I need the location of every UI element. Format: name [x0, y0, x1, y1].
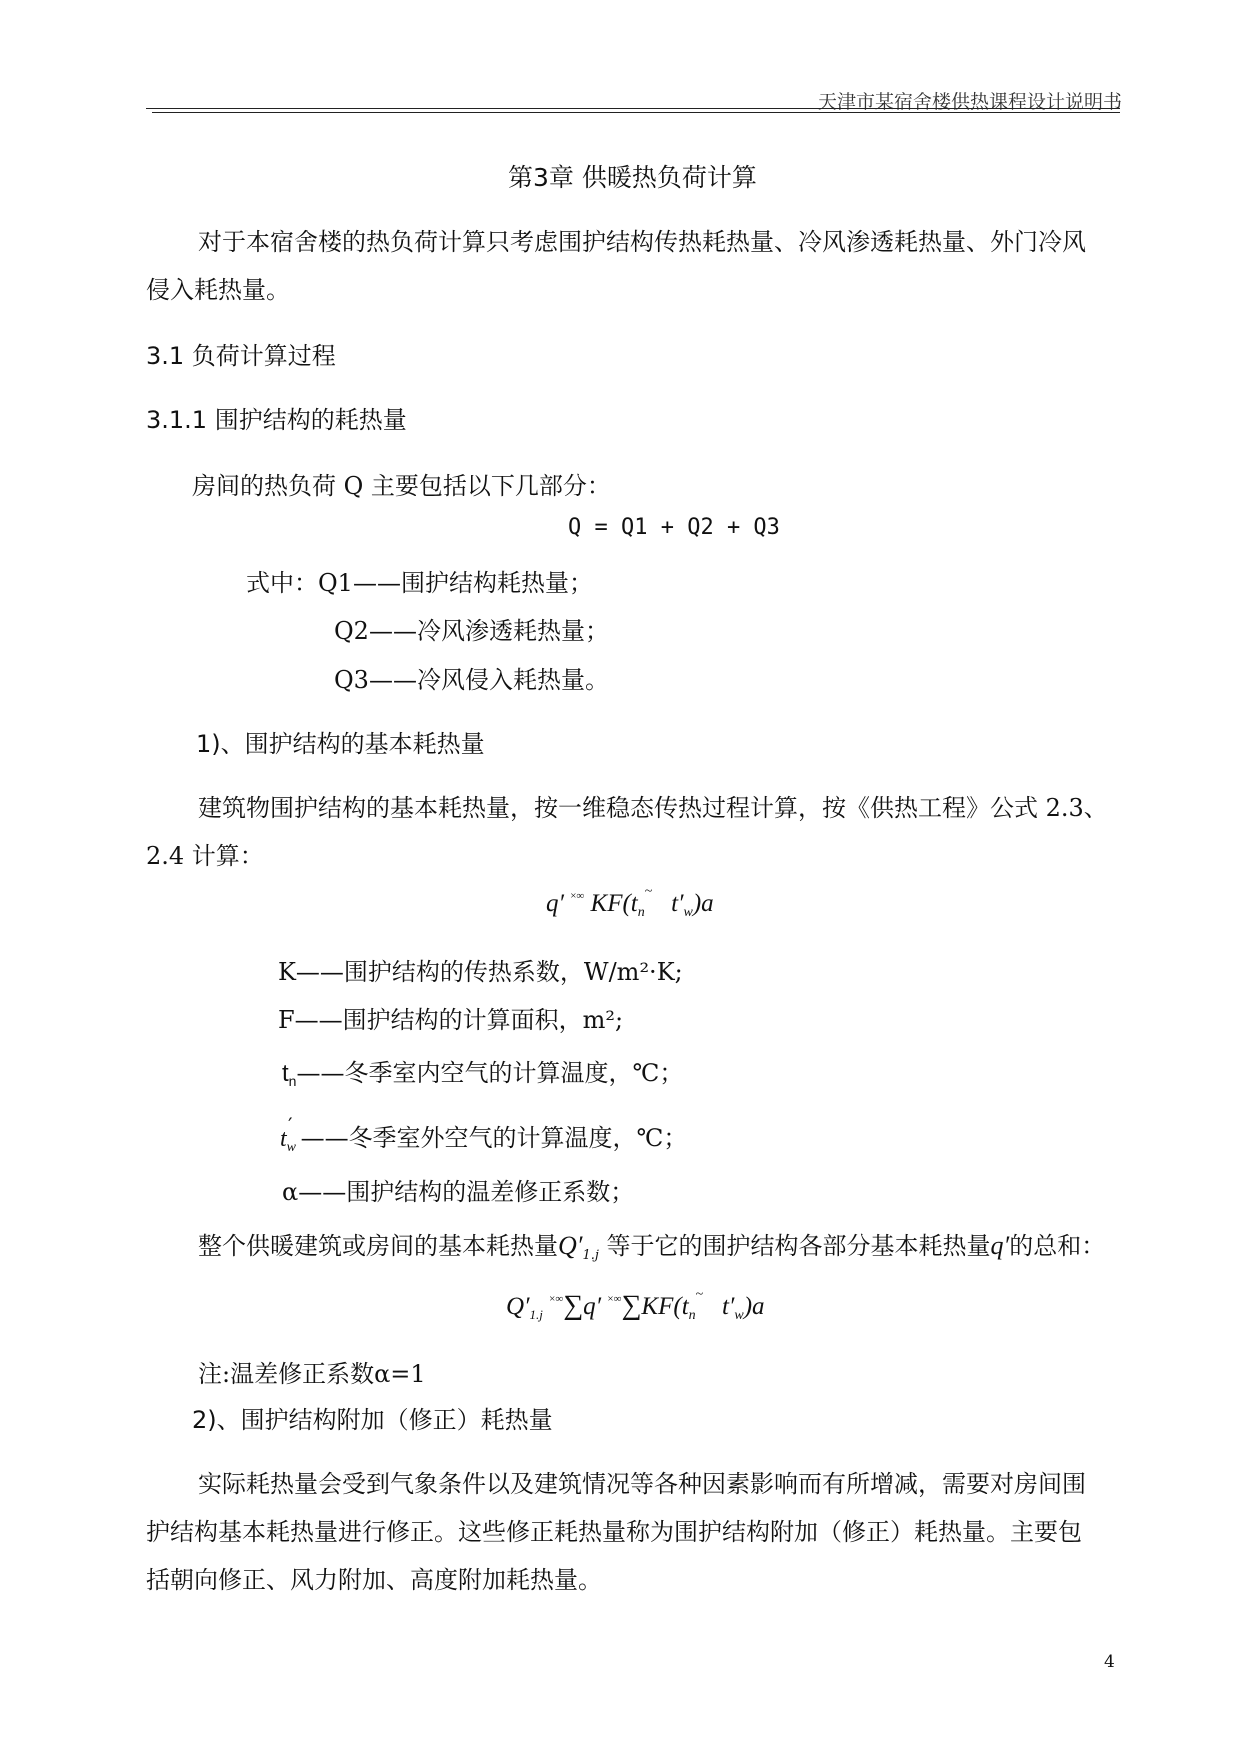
formula1-tw: t′ — [671, 890, 684, 917]
formula1-tn-sub: n — [637, 905, 645, 920]
formula2-artifact-1: ×∞ — [549, 1293, 564, 1305]
definition-tn-symbol: t — [282, 1060, 289, 1087]
formula2-tw: t′ — [721, 1293, 735, 1320]
formula1-tw-sub: w — [683, 905, 693, 920]
sum-sentence-qprime: q′ — [990, 1231, 1010, 1260]
formula2-tn: t — [681, 1293, 689, 1320]
formula1-kf: KF( — [590, 890, 631, 917]
basic-heat-loss-formula — [546, 884, 714, 921]
formula1-tilde: ~ — [644, 884, 653, 899]
sum-sentence-part3: 的总和： — [1009, 1232, 1106, 1260]
definition-tw — [280, 1113, 688, 1156]
intro-line-2: 侵入耗热量。 — [146, 276, 290, 304]
formula2-sum-2: ∑ — [621, 1290, 642, 1321]
sum-sentence — [198, 1226, 1105, 1263]
formula2-tilde: ~ — [695, 1287, 704, 1302]
formula2-q1j: Q′ — [506, 1293, 530, 1320]
header-rule — [146, 108, 1120, 109]
formula1-tail: )a — [692, 890, 714, 917]
item1-text-line-1: 建筑物围护结构的基本耗热量，按一维稳态传热过程计算，按《供热工程》公式 2.3、 — [198, 794, 1108, 822]
correction-note: 注:温差修正系数α=1 — [198, 1360, 426, 1388]
definition-f: F——围护结构的计算面积，m²; — [278, 1006, 624, 1034]
formula1-artifact: ×∞ — [570, 890, 585, 902]
formula1-tn: t — [630, 890, 638, 917]
definition-tw-sub: w — [286, 1140, 297, 1155]
item2-text-line-1: 实际耗热量会受到气象条件以及建筑情况等各种因素影响而有所增减，需要对房间围 — [198, 1470, 1086, 1498]
item2-title: 2)、围护结构附加（修正）耗热量 — [192, 1406, 553, 1434]
formula2-artifact-2: ×∞ — [607, 1293, 622, 1305]
item1-text-line-2: 2.4 计算： — [146, 842, 264, 870]
where-q2: Q2——冷风渗透耗热量； — [334, 617, 609, 645]
definition-alpha: α——围护结构的温差修正系数； — [282, 1178, 635, 1206]
formula2-tail: )a — [743, 1293, 765, 1320]
room-load-intro: 房间的热负荷 Q 主要包括以下几部分： — [192, 472, 611, 500]
sum-sentence-q1j-sub: 1.j — [582, 1248, 599, 1263]
formula2-q: q′ — [583, 1293, 602, 1320]
definition-tw-text: ——冬季室外空气的计算温度，℃； — [300, 1124, 688, 1152]
total-heat-loss-formula — [506, 1287, 765, 1324]
item2-text-line-3: 括朝向修正、风力附加、高度附加耗热量。 — [146, 1566, 602, 1594]
formula2-tn-sub: n — [688, 1308, 696, 1323]
formula2-kf: KF( — [641, 1293, 682, 1320]
item1-title: 1)、围护结构的基本耗热量 — [196, 730, 485, 758]
running-header: 天津市某宿舍楼供热课程设计说明书 — [818, 91, 1123, 113]
definition-tn — [282, 1053, 683, 1089]
header-rule-thin — [152, 112, 1120, 113]
where-q3: Q3——冷风侵入耗热量。 — [334, 666, 609, 694]
where-q1: 式中：Q1——围护结构耗热量； — [246, 569, 593, 597]
formula2-tw-sub: w — [734, 1308, 744, 1323]
definition-tw-prime: ′ — [288, 1113, 293, 1137]
sum-sentence-part1: 整个供暖建筑或房间的基本耗热量 — [198, 1232, 558, 1260]
formula1-q: q′ — [546, 890, 564, 917]
section-heading-3-1-1: 3.1.1 围护结构的耗热量 — [146, 406, 407, 434]
formula2-sum-1: ∑ — [563, 1290, 584, 1321]
definition-tn-sub: n — [288, 1073, 297, 1089]
sum-sentence-q1j: Q′ — [558, 1231, 583, 1260]
intro-line-1: 对于本宿舍楼的热负荷计算只考虑围护结构传热耗热量、冷风渗透耗热量、外门冷风 — [198, 228, 1086, 256]
item2-text-line-2: 护结构基本耗热量进行修正。这些修正耗热量称为围护结构附加（修正）耗热量。主要包 — [146, 1518, 1082, 1546]
equation-q: Q = Q1 + Q2 + Q3 — [568, 515, 780, 540]
definition-k: K——围护结构的传热系数，W/m²·K; — [278, 958, 683, 986]
chapter-title: 第3章 供暖热负荷计算 — [508, 163, 757, 192]
definition-tn-text: ——冬季室内空气的计算温度，℃； — [296, 1059, 684, 1087]
section-heading-3-1: 3.1 负荷计算过程 — [146, 342, 336, 370]
page-number: 4 — [1104, 1652, 1115, 1672]
sum-sentence-part2: 等于它的围护结构各部分基本耗热量 — [606, 1232, 991, 1260]
formula2-q1j-sub: 1.j — [529, 1307, 543, 1322]
definition-tw-symbol: t — [280, 1126, 287, 1152]
